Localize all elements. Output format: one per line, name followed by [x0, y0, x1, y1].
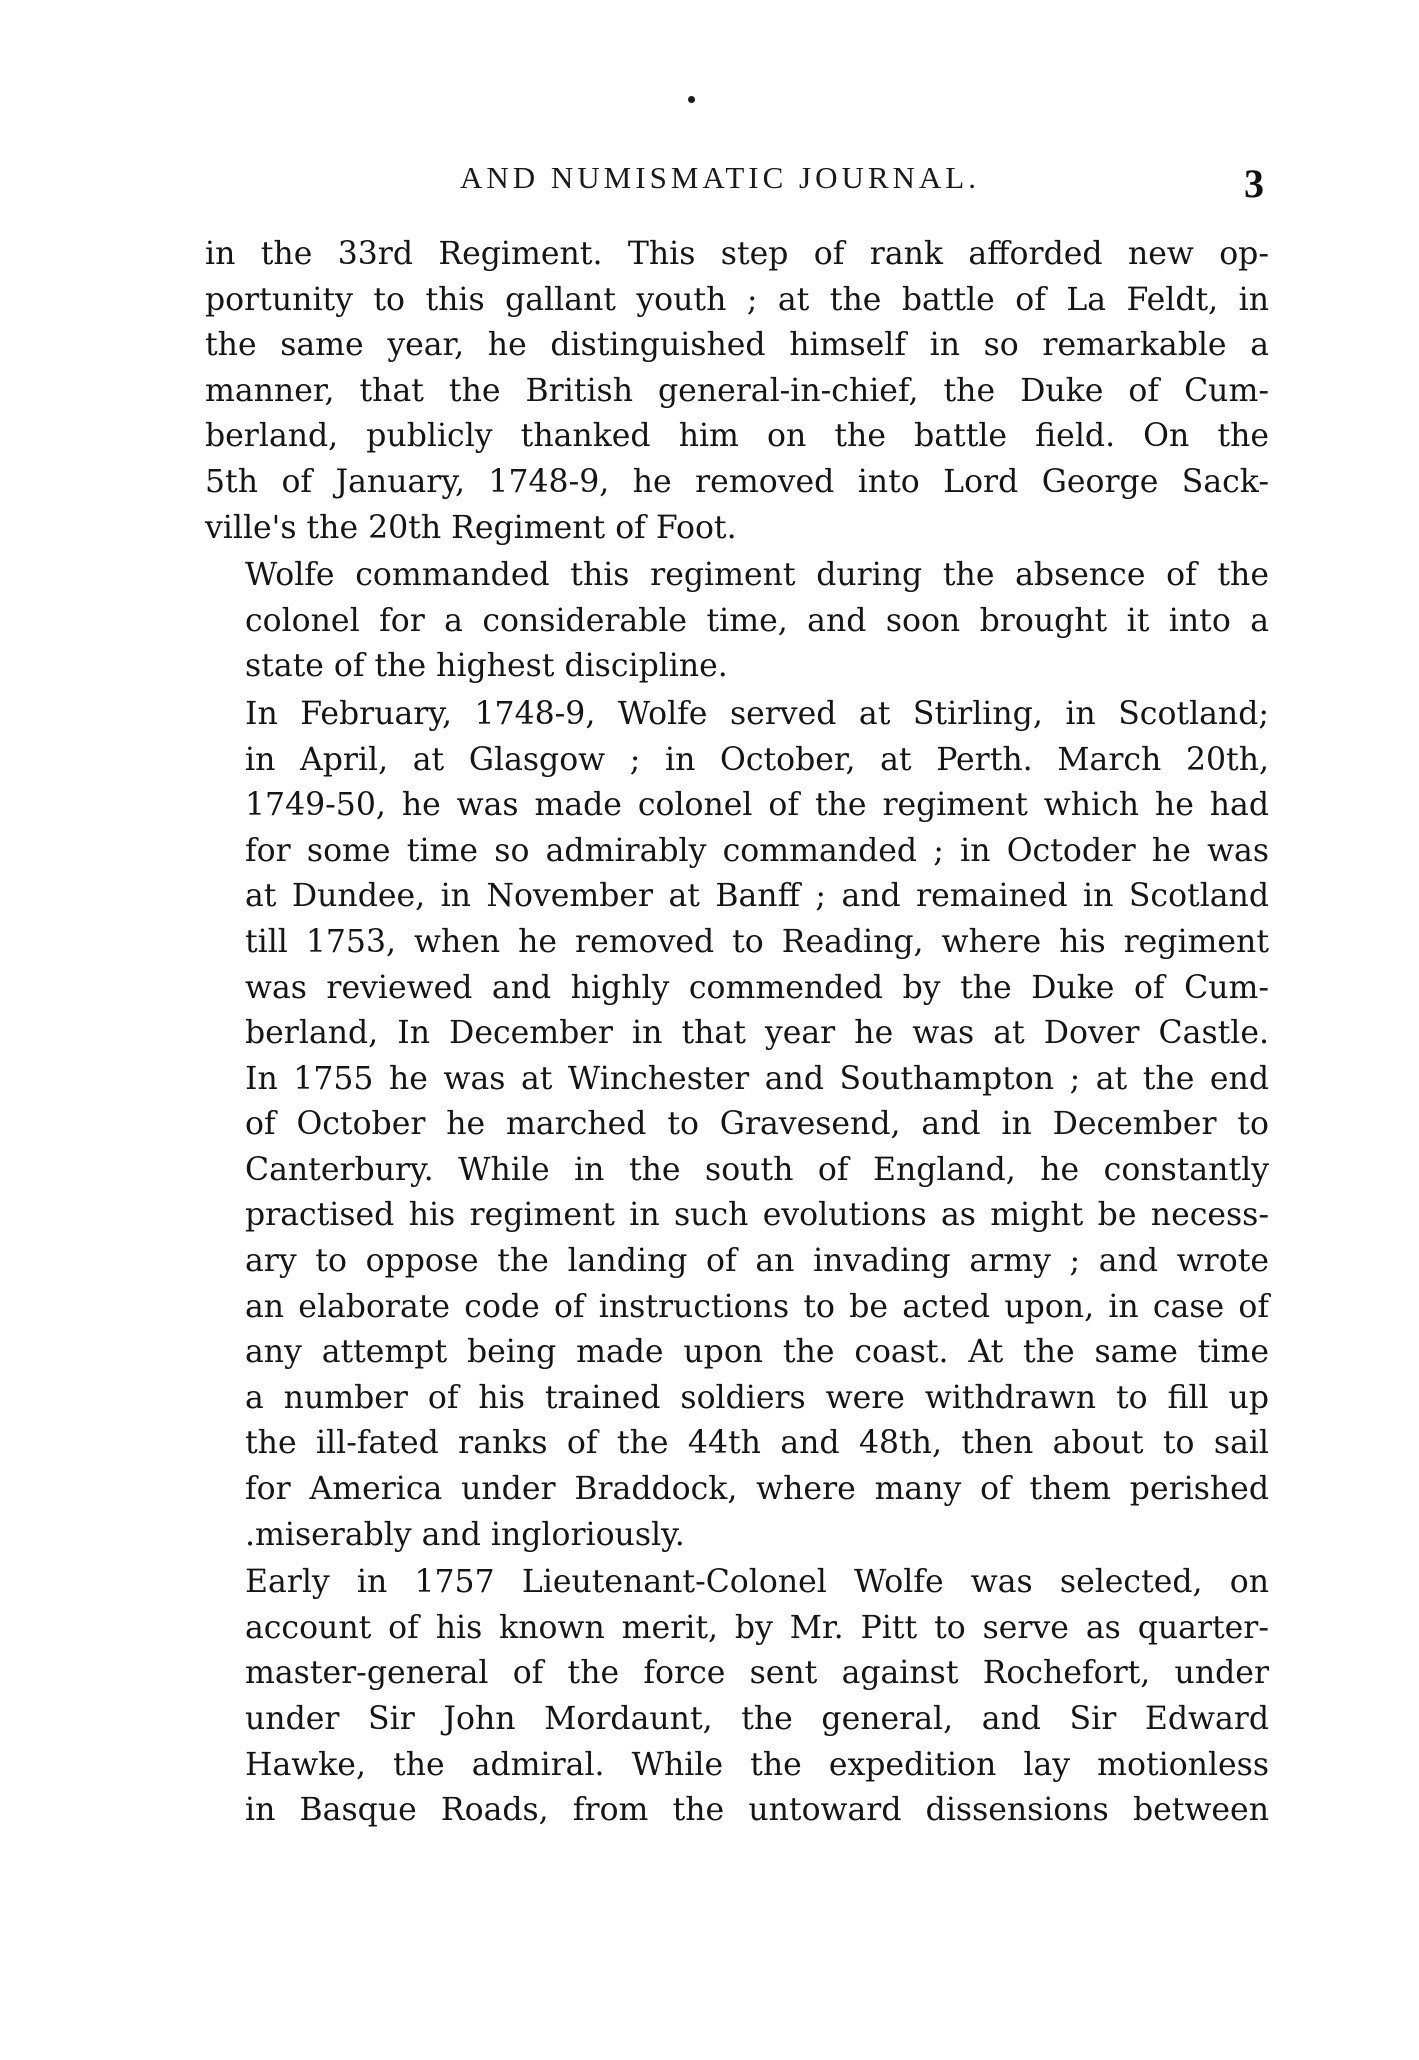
text-line: an elaborate code of instructions to be acted upon, in case of [245, 1288, 1269, 1325]
text-line: berland, In December in that year he was at Dover Castle. [245, 1015, 1269, 1052]
text-line: in April, at Glasgow ; in October, at Perth. March 20th, [245, 741, 1269, 778]
text-line: Wolfe commanded this regiment during the absence of the [245, 557, 1269, 594]
text-line: a number of his trained soldiers were withdrawn to fill up [245, 1379, 1269, 1416]
text-line: In 1755 he was at Winchester and Southampton ; at the end [245, 1060, 1269, 1097]
text-line: Hawke, the admiral. While the expedition lay motionless [245, 1746, 1269, 1783]
text-line: Canterbury. While in the south of England, he constantly [245, 1151, 1269, 1188]
text-line: any attempt being made upon the coast. At the same time [245, 1334, 1269, 1371]
text-line: .miserably and ingloriously. [245, 1516, 685, 1553]
text-line: account of his known merit, by Mr. Pitt to serve as quarter- [245, 1609, 1269, 1646]
text-line: 5th of January, 1748-9, he removed into Lord George Sack- [205, 463, 1269, 500]
text-line: ville's the 20th Regiment of Foot. [205, 509, 737, 546]
text-line: was reviewed and highly commended by the Duke of Cum- [245, 969, 1269, 1006]
paragraph-4 [205, 1560, 1269, 1834]
running-head: AND NUMISMATIC JOURNAL. [460, 160, 980, 195]
text-line: manner, that the British general-in-chief, the Duke of Cum- [205, 372, 1269, 409]
paragraph-2 [205, 553, 1269, 690]
text-line: of October he marched to Gravesend, and in December to [245, 1106, 1269, 1143]
paragraph-3 [205, 692, 1269, 1558]
text-line: at Dundee, in November at Banff ; and remained in Scotland [245, 878, 1269, 915]
text-line: practised his regiment in such evolutions as might be necess- [245, 1197, 1269, 1234]
paragraph-1 [205, 232, 1269, 551]
text-line: state of the highest discipline. [245, 648, 728, 685]
text-line: portunity to this gallant youth ; at the battle of La Feldt, in [205, 281, 1269, 318]
text-line: In February, 1748-9, Wolfe served at Stirling, in Scotland; [245, 695, 1269, 732]
page-number: 3 [1244, 161, 1264, 206]
text-line: Early in 1757 Lieutenant-Colonel Wolfe was selected, on [245, 1564, 1269, 1601]
text-line: the same year, he distinguished himself in so remarkable a [205, 327, 1269, 364]
text-line: till 1753, when he removed to Reading, where his regiment [245, 923, 1269, 960]
text-line: in the 33rd Regiment. This step of rank afforded new op- [205, 236, 1269, 272]
text-line: in Basque Roads, from the untoward dissensions between [245, 1792, 1269, 1829]
text-line: ary to oppose the landing of an invading army ; and wrote [245, 1243, 1269, 1280]
text-line: under Sir John Mordaunt, the general, and Sir Edward [245, 1701, 1269, 1737]
text-line: berland, publicly thanked him on the battle field. On the [205, 418, 1269, 455]
text-line: for some time so admirably commanded ; in Octoder he was [245, 832, 1269, 869]
text-line: master-general of the force sent against Rochefort, under [245, 1655, 1269, 1692]
text-line: for America under Braddock, where many of them perished [245, 1471, 1269, 1508]
text-line: colonel for a considerable time, and soon brought it into a [245, 602, 1269, 639]
text-line: the ill-fated ranks of the 44th and 48th, then about to sail [245, 1425, 1269, 1462]
body-text [205, 232, 1269, 1836]
text-line: 1749-50, he was made colonel of the regiment which he had [245, 787, 1269, 824]
printer-dot-mark [688, 96, 695, 103]
